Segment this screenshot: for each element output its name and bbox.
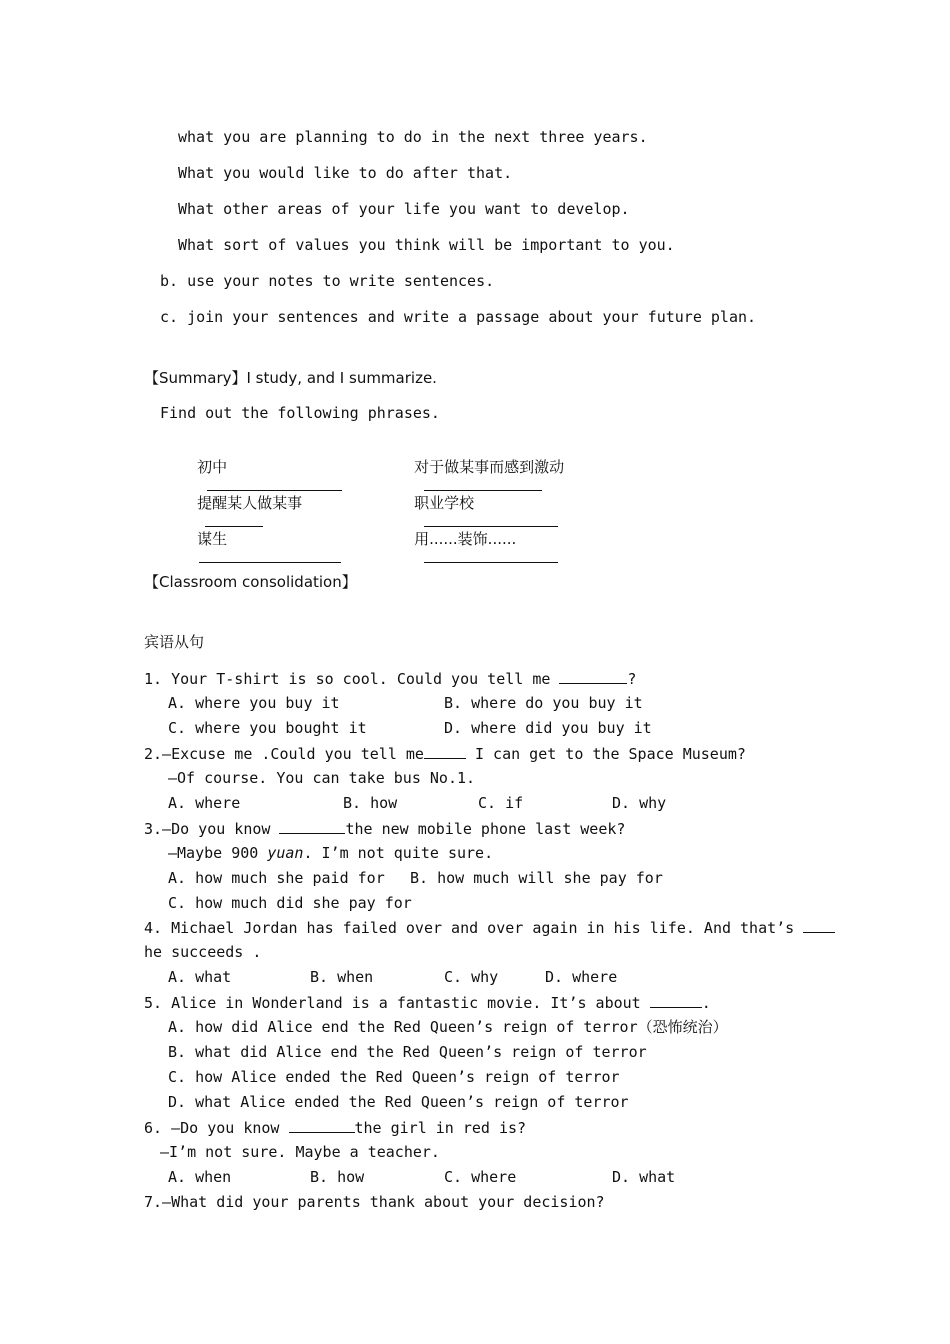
step-b: b. use your notes to write sentences. <box>160 272 495 290</box>
question-7-stem: 7.—What did your parents thank about your decision? <box>144 1193 605 1211</box>
summary-heading: 【Summary】I study, and I summarize. <box>144 369 437 387</box>
question-5-option-c[interactable]: C. how Alice ended the Red Queen’s reign of terror <box>168 1068 620 1086</box>
question-3-option-a[interactable]: A. how much she paid for <box>168 869 385 887</box>
answer-blank[interactable] <box>279 819 345 834</box>
answer-blank[interactable] <box>424 744 466 759</box>
question-4-stem: 4. Michael Jordan has failed over and over again in his life. And that’s <box>144 918 835 937</box>
question-3-stem: 3.—Do you know the new mobile phone last week? <box>144 820 626 838</box>
question-4-stem-cont: he succeeds . <box>144 943 262 961</box>
question-1-stem: 1. Your T-shirt is so cool. Could you tell me ? <box>144 670 637 688</box>
question-2-option-d[interactable]: D. why <box>612 794 667 812</box>
question-1-option-c[interactable]: C. where you bought it <box>168 719 367 737</box>
phrase-label: 提醒某人做某事 <box>197 494 303 512</box>
consolidation-heading: 【Classroom consolidation】 <box>144 573 357 591</box>
step-a-item-1: what you are planning to do in the next three years. <box>178 128 648 146</box>
question-3-option-b[interactable]: B. how much will she pay for <box>410 869 663 887</box>
question-5-option-a[interactable]: A. how did Alice end the Red Queen’s reign of terror（恐怖统治） <box>168 1018 728 1036</box>
answer-blank[interactable] <box>559 669 627 684</box>
phrase-label: 用......装饰...... <box>414 530 517 548</box>
question-1-option-b[interactable]: B. where do you buy it <box>444 694 643 712</box>
question-2-reply: —Of course. You can take bus No.1. <box>168 769 476 787</box>
phrase-label: 对于做某事而感到激动 <box>414 458 565 476</box>
question-5-stem: 5. Alice in Wonderland is a fantastic movie. It’s about . <box>144 994 711 1012</box>
step-a-item-4: What sort of values you think will be important to you. <box>178 236 675 254</box>
question-2-option-b[interactable]: B. how <box>343 794 398 812</box>
question-3-option-c[interactable]: C. how much did she pay for <box>168 894 412 912</box>
phrase-label: 初中 <box>197 458 228 476</box>
question-3-reply: —Maybe 900 yuan. I’m not quite sure. <box>168 844 494 862</box>
question-6-option-c[interactable]: C. where <box>444 1168 517 1186</box>
answer-blank[interactable] <box>289 1118 355 1133</box>
phrase-item <box>395 512 558 585</box>
question-6-option-d[interactable]: D. what <box>612 1168 676 1186</box>
question-1-option-a[interactable]: A. where you buy it <box>168 694 340 712</box>
phrase-label: 职业学校 <box>414 494 475 512</box>
question-4-option-d[interactable]: D. where <box>545 968 618 986</box>
question-6-stem: 6. —Do you know the girl in red is? <box>144 1119 527 1137</box>
answer-blank[interactable] <box>650 993 702 1008</box>
step-a-item-3: What other areas of your life you want to develop. <box>178 200 630 218</box>
question-2-option-c[interactable]: C. if <box>478 794 524 812</box>
step-c: c. join your sentences and write a passage about your future plan. <box>160 308 757 326</box>
question-6-reply: —I’m not sure. Maybe a teacher. <box>160 1143 440 1161</box>
answer-blank[interactable] <box>199 548 341 563</box>
step-a-item-2: What you would like to do after that. <box>178 164 513 182</box>
question-4-option-c[interactable]: C. why <box>444 968 499 986</box>
question-1-option-d[interactable]: D. where did you buy it <box>444 719 652 737</box>
question-5-option-b[interactable]: B. what did Alice end the Red Queen’s reign of terror <box>168 1043 647 1061</box>
question-5-option-d[interactable]: D. what Alice ended the Red Queen’s reign of terror <box>168 1093 629 1111</box>
question-6-option-b[interactable]: B. how <box>310 1168 365 1186</box>
question-4-option-a[interactable]: A. what <box>168 968 232 986</box>
answer-blank[interactable] <box>424 548 558 563</box>
question-2-stem: 2.—Excuse me .Could you tell me I can get to the Space Museum? <box>144 745 746 763</box>
question-6-option-a[interactable]: A. when <box>168 1168 232 1186</box>
summary-instruction: Find out the following phrases. <box>160 404 440 422</box>
question-2-option-a[interactable]: A. where <box>168 794 241 812</box>
phrase-label: 谋生 <box>197 530 228 548</box>
consolidation-subheading: 宾语从句 <box>144 633 205 651</box>
answer-blank[interactable] <box>803 918 835 933</box>
question-4-option-b[interactable]: B. when <box>310 968 374 986</box>
